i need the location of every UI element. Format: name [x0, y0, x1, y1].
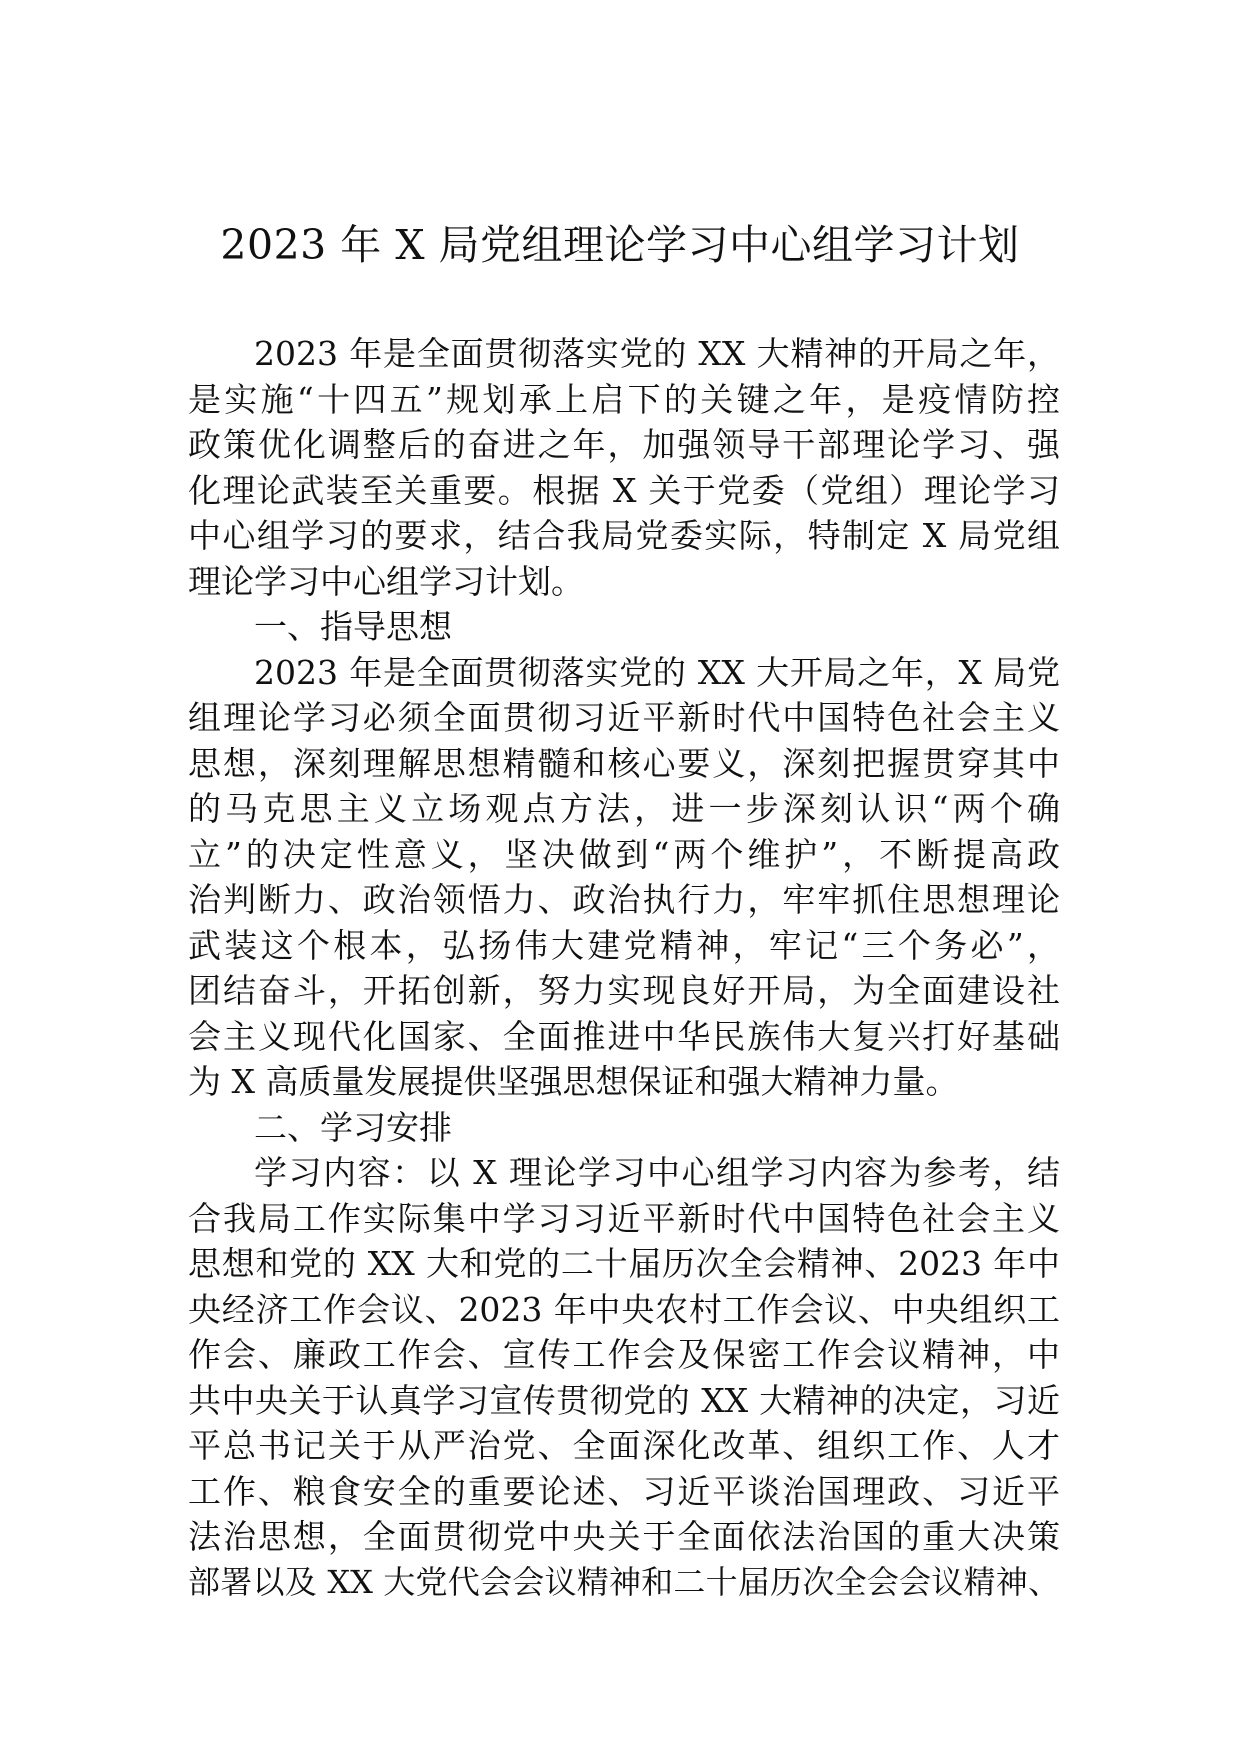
text-line: 工作、粮食安全的重要论述、习近平谈治国理政、习近平 [188, 1471, 1060, 1511]
text-line: 合我局工作实际集中学习习近平新时代中国特色社会主义 [188, 1198, 1060, 1238]
text-line: 理论学习中心组学习计划。 [188, 561, 584, 601]
text-line: 2023 年是全面贯彻落实党的 XX 大开局之年，X 局党 [254, 652, 1060, 692]
text-line: 中心组学习的要求，结合我局党委实际，特制定 X 局党组 [188, 516, 1060, 555]
text-line: 组理论学习必须全面贯彻习近平新时代中国特色社会主义 [188, 698, 1060, 737]
text-line: 会主义现代化国家、全面推进中华民族伟大复兴打好基础 [188, 1016, 1060, 1056]
text-line: 平总书记关于从严治党、全面深化改革、组织工作、人才 [188, 1426, 1060, 1465]
document-title: 2023 年 X 局党组理论学习中心组学习计划 [220, 221, 1020, 269]
text-line: 立”的决定性意义，坚决做到“两个维护”，不断提高政 [188, 834, 1060, 874]
text-line: 化理论武装至关重要。根据 X 关于党委（党组）理论学习 [188, 470, 1060, 510]
text-line: 共中央关于认真学习宣传贯彻党的 XX 大精神的决定，习近 [188, 1380, 1060, 1420]
text-line: 团结奋斗，开拓创新，努力实现良好开局，为全面建设社 [188, 971, 1060, 1010]
text-line: 央经济工作会议、2023 年中央农村工作会议、中央组织工 [188, 1289, 1060, 1329]
text-line: 二、学习安排 [254, 1107, 452, 1147]
text-line: 治判断力、政治领悟力、政治执行力，牢牢抓住思想理论 [188, 880, 1060, 919]
text-line: 是实施“十四五”规划承上启下的关键之年，是疫情防控 [188, 379, 1060, 419]
text-line: 为 X 高质量发展提供坚强思想保证和强大精神力量。 [188, 1062, 959, 1101]
text-line: 思想，深刻理解思想精髓和核心要义，深刻把握贯穿其中 [188, 743, 1060, 783]
text-line: 政策优化调整后的奋进之年，加强领导干部理论学习、强 [188, 425, 1060, 464]
text-line: 武装这个根本，弘扬伟大建党精神，牢记“三个务必”， [188, 925, 1060, 965]
text-line: 的马克思主义立场观点方法，进一步深刻认识“两个确 [188, 789, 1060, 828]
text-line: 作会、廉政工作会、宣传工作会及保密工作会议精神，中 [188, 1335, 1060, 1374]
document-body [188, 331, 1060, 1605]
text-line: 学习内容：以 X 理论学习中心组学习内容为参考，结 [254, 1153, 1060, 1192]
text-line: 法治思想，全面贯彻党中央关于全面依法治国的重大决策 [188, 1517, 1060, 1556]
text-line: 部署以及 XX 大党代会会议精神和二十届历次全会会议精神、 [188, 1562, 1060, 1601]
text-line: 一、指导思想 [254, 607, 452, 646]
text-line: 思想和党的 XX 大和党的二十届历次全会精神、2023 年中 [188, 1244, 1060, 1283]
text-line: 2023 年是全面贯彻落实党的 XX 大精神的开局之年， [254, 334, 1060, 373]
